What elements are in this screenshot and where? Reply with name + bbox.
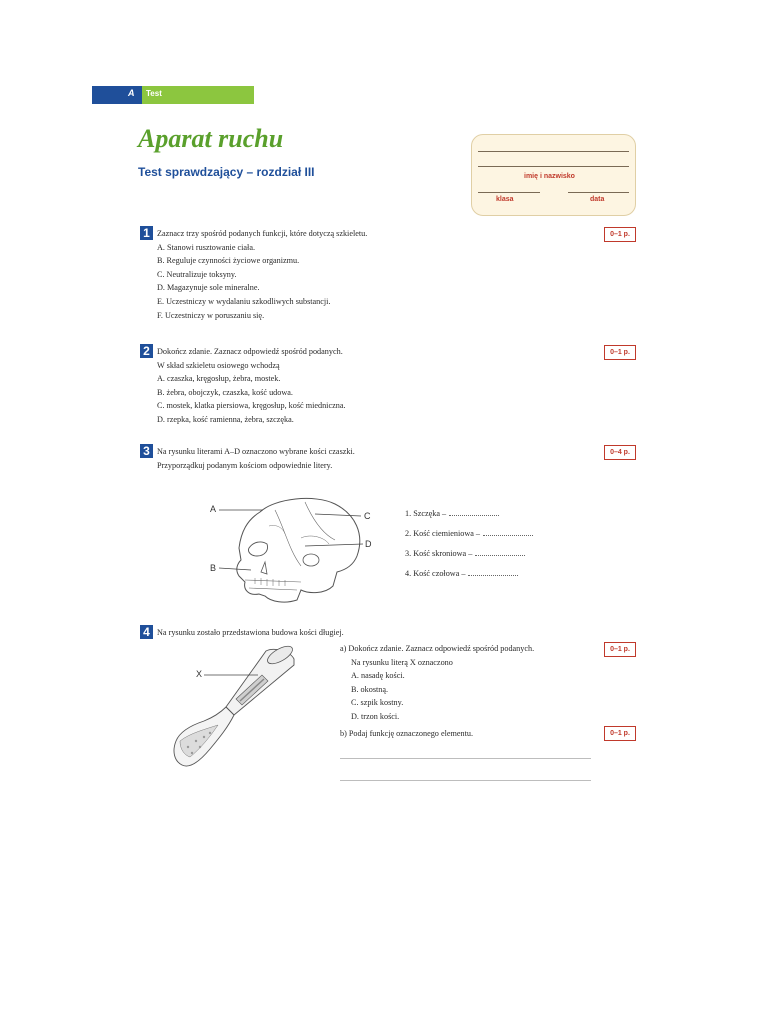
q1-option-e[interactable]: E. Uczestniczy w wydalaniu szkodliwych substancji. — [157, 296, 331, 306]
page-title: Aparat ruchu — [138, 124, 284, 153]
question-4a-prompt: a) Dokończ zdanie. Zaznacz odpowiedź spośród podanych. — [340, 644, 535, 653]
q3-answer-3[interactable] — [405, 549, 525, 558]
question-2 — [157, 345, 346, 427]
class-line[interactable] — [478, 192, 540, 193]
question-2-prompt: Dokończ zdanie. Zaznacz odpowiedź spośród podanych. — [157, 347, 343, 356]
name-line-2[interactable] — [478, 166, 629, 167]
q3-answer-3-blank[interactable] — [475, 549, 525, 556]
page-subtitle: Test sprawdzający – rozdział III — [138, 165, 315, 179]
question-4-number: 4 — [140, 625, 153, 639]
q1-option-b[interactable]: B. Reguluje czynności życiowe organizmu. — [157, 256, 300, 266]
q1-option-a[interactable]: A. Stanowi rusztowanie ciała. — [157, 242, 255, 252]
q3-answer-3-label: 3. Kość skroniowa – — [405, 549, 473, 558]
question-2-score: 0–1 p. — [604, 345, 636, 360]
q4a-option-b[interactable]: B. okostną. — [351, 684, 389, 694]
q3-answer-1[interactable] — [405, 509, 499, 518]
q3-answer-4-label: 4. Kość czołowa – — [405, 569, 466, 578]
date-line[interactable] — [568, 192, 629, 193]
student-info-box — [471, 134, 636, 216]
q3-answer-2[interactable] — [405, 529, 533, 538]
question-2-stem: W skład szkieletu osiowego wchodzą — [157, 360, 280, 370]
q2-option-b[interactable]: B. żebra, obojczyk, czaszka, kość udowa. — [157, 387, 293, 397]
skull-label-c: C — [364, 511, 371, 521]
tab-label: Test — [146, 89, 162, 98]
question-1-prompt: Zaznacz trzy spośród podanych funkcji, które dotyczą szkieletu. — [157, 229, 368, 238]
question-4-prompt: Na rysunku zostało przedstawiona budowa kości długiej. — [157, 628, 344, 637]
bone-label-x: X — [196, 669, 203, 679]
question-1-score: 0–1 p. — [604, 227, 636, 242]
class-label: klasa — [496, 196, 514, 203]
question-3-prompt-2: Przyporządkuj podanym kościom odpowiednie litery. — [157, 460, 333, 470]
question-3-score: 0–4 p. — [604, 445, 636, 460]
q1-option-c[interactable]: C. Neutralizuje toksyny. — [157, 269, 237, 279]
q3-answer-4[interactable] — [405, 569, 518, 578]
name-label: imię i nazwisko — [524, 173, 575, 180]
question-4a-score: 0–1 p. — [604, 642, 636, 657]
question-3 — [157, 445, 355, 472]
q2-option-d[interactable]: D. rzepka, kość ramienna, żebra, szczęka. — [157, 414, 294, 424]
question-4b-score: 0–1 p. — [604, 726, 636, 741]
q4a-option-a[interactable]: A. nasadę kości. — [351, 671, 405, 681]
q2-option-a[interactable]: A. czaszka, kręgosłup, żebra, mostek. — [157, 374, 281, 384]
q4a-option-d[interactable]: D. trzon kości. — [351, 711, 400, 721]
q3-answer-2-label: 2. Kość ciemieniowa – — [405, 529, 481, 538]
question-4a — [340, 642, 534, 724]
skull-label-b: B — [210, 563, 217, 573]
skull-label-a: A — [210, 504, 217, 514]
question-4b-prompt: b) Podaj funkcję oznaczonego elementu. — [340, 729, 473, 738]
answer-line-1[interactable] — [340, 758, 591, 759]
name-line-1[interactable] — [478, 151, 629, 152]
skull-label-d: D — [365, 539, 372, 549]
question-3-prompt: Na rysunku literami A–D oznaczono wybrane kości czaszki. — [157, 447, 355, 456]
question-1 — [157, 227, 367, 322]
q3-answer-1-label: 1. Szczęka – — [405, 509, 447, 518]
q3-answer-4-blank[interactable] — [468, 569, 518, 576]
question-3-number: 3 — [140, 444, 153, 458]
q1-option-f[interactable]: F. Uczestniczy w poruszaniu się. — [157, 310, 265, 320]
skull-illustration — [205, 490, 385, 610]
q3-answer-2-blank[interactable] — [483, 529, 533, 536]
q3-answer-1-blank[interactable] — [449, 509, 499, 516]
date-label: data — [590, 196, 605, 203]
question-1-number: 1 — [140, 226, 153, 240]
question-2-number: 2 — [140, 344, 153, 358]
chapter-letter: A — [128, 88, 135, 98]
answer-line-2[interactable] — [340, 780, 591, 781]
q4a-option-c[interactable]: C. szpik kostny. — [351, 698, 404, 708]
question-4a-stem: Na rysunku literą X oznaczono — [351, 657, 453, 667]
q1-option-d[interactable]: D. Magazynuje sole mineralne. — [157, 283, 260, 293]
q2-option-c[interactable]: C. mostek, klatka piersiowa, kręgosłup, kość miedniczna. — [157, 401, 346, 411]
long-bone-illustration — [170, 645, 300, 780]
